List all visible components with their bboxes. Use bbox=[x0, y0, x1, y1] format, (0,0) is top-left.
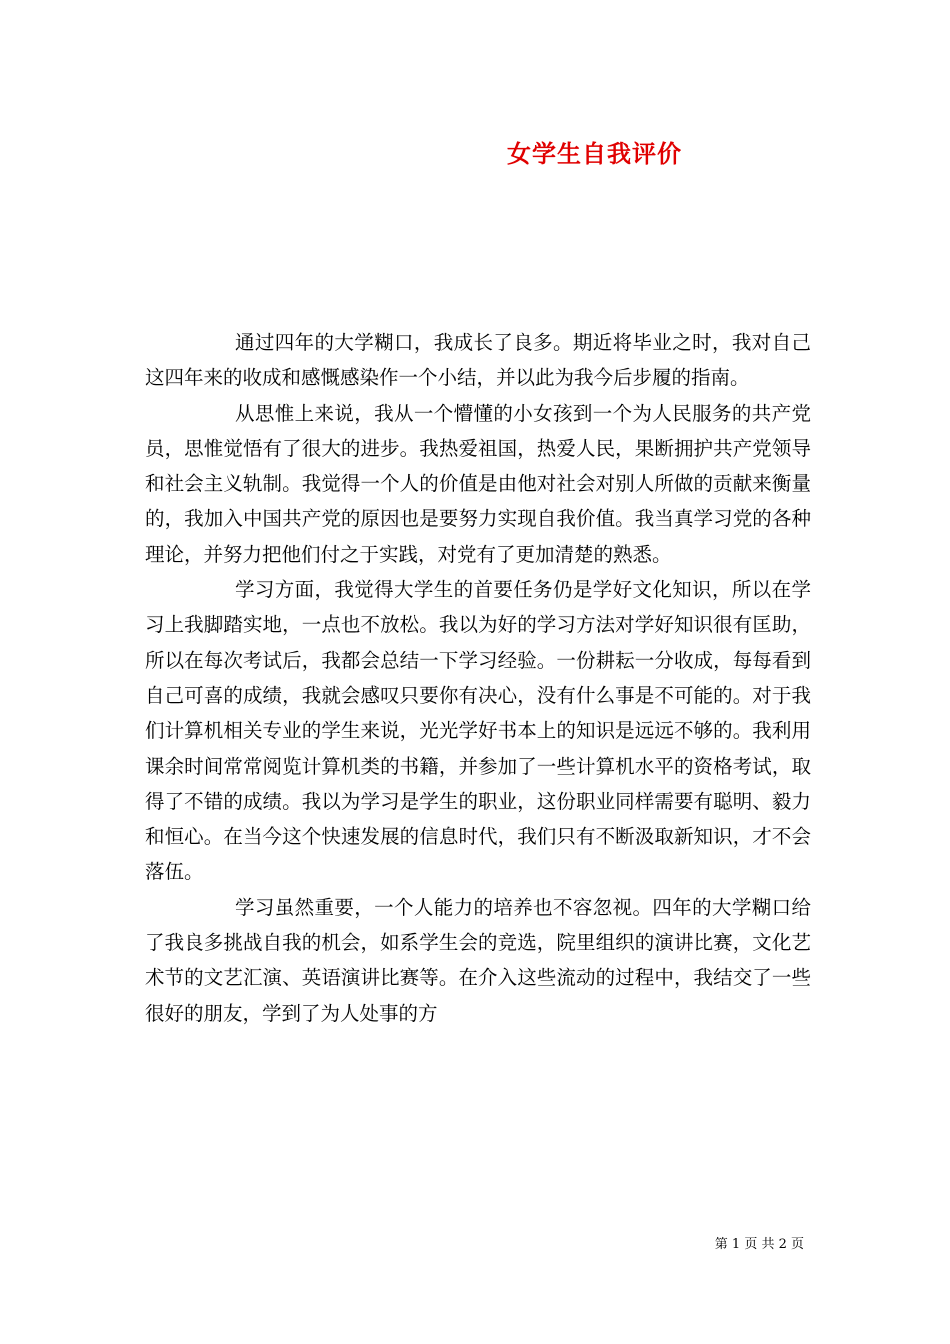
paragraph-1: 通过四年的大学糊口，我成长了良多。期近将毕业之时，我对自己这四年来的收成和感慨感染作一个小结，并以此为我今后步履的指南。 bbox=[145, 331, 811, 390]
document-body bbox=[145, 325, 811, 1031]
document-title: 女学生自我评价 bbox=[507, 139, 682, 168]
paragraph-4: 学习虽然重要，一个人能力的培养也不容忽视。四年的大学糊口给了我良多挑战自我的机会，如系学生会的竞选，院里组织的演讲比赛，文化艺术节的文艺汇演、英语演讲比赛等。在介入这些流动的过程中，我结交了一些很好的朋友，学到了为人处事的方 bbox=[145, 895, 811, 1025]
paragraph-3: 学习方面，我觉得大学生的首要任务仍是学好文化知识，所以在学习上我脚踏实地，一点也不放松。我以为好的学习方法对学好知识很有匡助，所以在每次考试后，我都会总结一下学习经验。一份耕耘一分收成，每每看到自己可喜的成绩，我就会感叹只要你有决心，没有什么事是不可能的。对于我们计算机相关专业的学生来说，光光学好书本上的知识是远远不够的。我利用课余时间常常阅览计算机类的书籍，并参加了一些计算机水平的资格考试，取得了不错的成绩。我以为学习是学生的职业，这份职业同样需要有聪明、毅力和恒心。在当今这个快速发展的信息时代，我们只有不断汲取新知识，才不会落伍。 bbox=[145, 578, 811, 884]
page-number-footer: 第 1 页 共 2 页 bbox=[714, 1237, 804, 1252]
paragraph-2: 从思惟上来说，我从一个懵懂的小女孩到一个为人民服务的共产党员，思惟觉悟有了很大的进步。我热爱祖国，热爱人民，果断拥护共产党领导和社会主义轨制。我觉得一个人的价值是由他对社会对别人所做的贡献来衡量的，我加入中国共产党的原因也是要努力实现自我价值。我当真学习党的各种理论，并努力把他们付之于实践，对党有了更加清楚的熟悉。 bbox=[145, 401, 811, 566]
